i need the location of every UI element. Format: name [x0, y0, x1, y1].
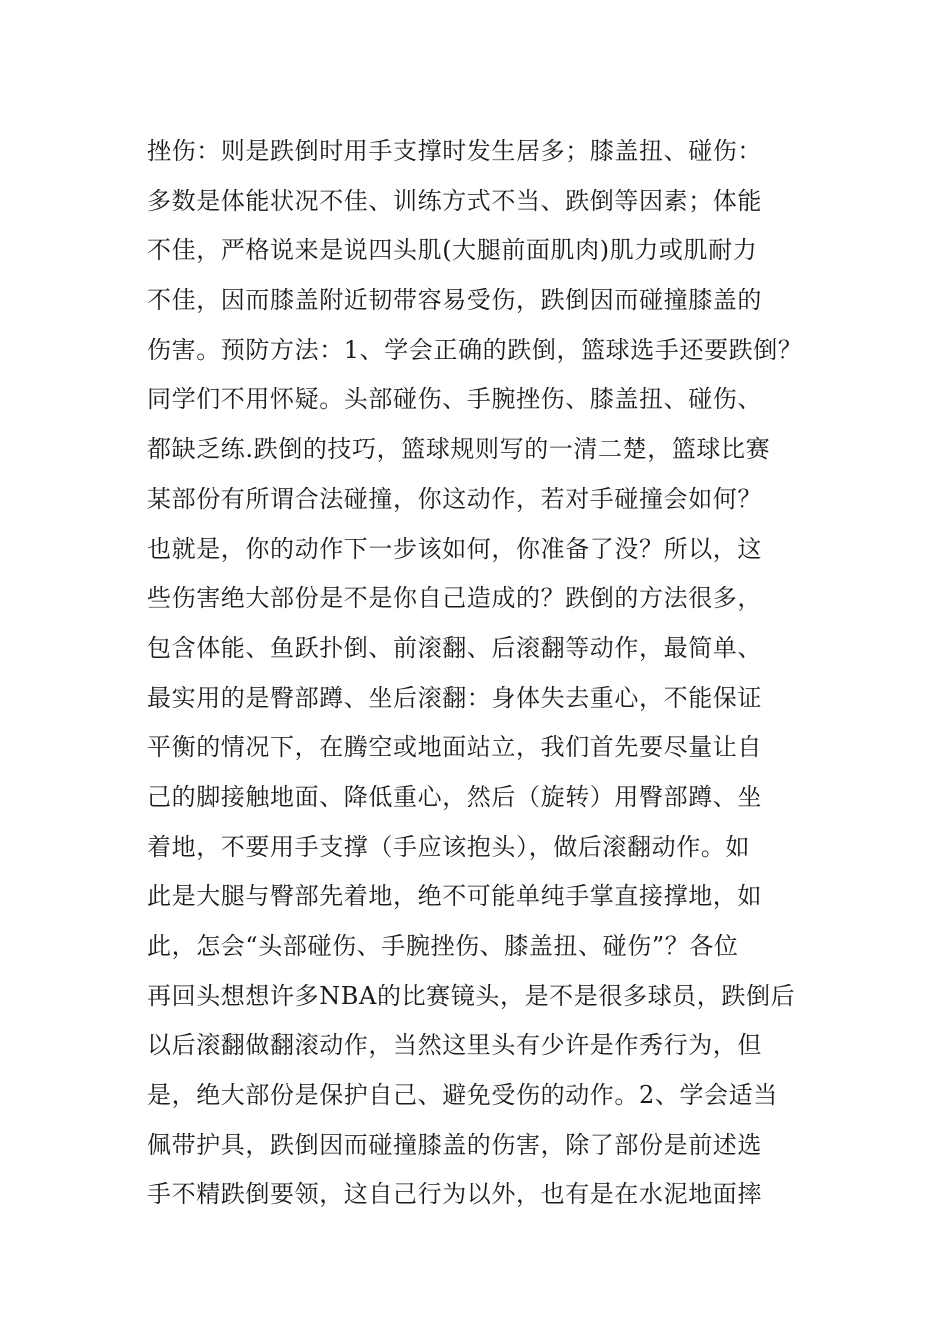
text-line-7: 都缺乏练.跌倒的技巧，篮球规则写的一清二楚，篮球比赛	[147, 435, 771, 464]
text-line-18: 再回头想想许多NBA的比赛镜头，是不是很多球员，跌倒后	[147, 981, 796, 1010]
text-line-4: 不佳，因而膝盖附近韧带容易受伤，跌倒因而碰撞膝盖的	[147, 286, 762, 315]
body-text	[147, 127, 837, 1220]
text-line-8: 某部份有所谓合法碰撞，你这动作，若对手碰撞会如何？	[147, 484, 762, 513]
text-line-16: 此是大腿与臀部先着地，绝不可能单纯手掌直接撑地，如	[147, 882, 762, 911]
text-line-10: 些伤害绝大部份是不是你自己造成的？跌倒的方法很多，	[147, 584, 762, 613]
text-line-21: 佩带护具，跌倒因而碰撞膝盖的伤害，除了部份是前述选	[147, 1130, 762, 1159]
text-line-1: 挫伤：则是跌倒时用手支撑时发生居多；膝盖扭、碰伤：	[147, 137, 762, 165]
text-line-12: 最实用的是臀部蹲、坐后滚翻：身体失去重心，不能保证	[147, 683, 762, 712]
text-line-14: 己的脚接触地面、降低重心，然后（旋转）用臀部蹲、坐	[147, 782, 762, 811]
text-line-19: 以后滚翻做翻滚动作，当然这里头有少许是作秀行为，但	[147, 1031, 762, 1060]
text-line-20: 是，绝大部份是保护自己、避免受伤的动作。2、学会适当	[147, 1081, 778, 1110]
text-line-11: 包含体能、鱼跃扑倒、前滚翻、后滚翻等动作，最简单、	[147, 633, 762, 662]
text-line-17: 此，怎会“头部碰伤、手腕挫伤、膝盖扭、碰伤”？各位	[147, 932, 739, 960]
text-line-22: 手不精跌倒要领，这自己行为以外，也有是在水泥地面摔	[147, 1180, 762, 1209]
text-line-15: 着地，不要用手支撑（手应该抱头），做后滚翻动作。如	[147, 832, 750, 861]
text-line-6: 同学们不用怀疑。头部碰伤、手腕挫伤、膝盖扭、碰伤、	[147, 385, 762, 414]
text-line-5: 伤害。预防方法：1、学会正确的跌倒，篮球选手还要跌倒？	[147, 335, 803, 364]
text-line-13: 平衡的情况下，在腾空或地面站立，我们首先要尽量让自	[147, 733, 762, 762]
text-line-3: 不佳，严格说来是说四头肌(大腿前面肌肉)肌力或肌耐力	[147, 236, 758, 265]
text-line-2: 多数是体能状况不佳、训练方式不当、跌倒等因素；体能	[147, 186, 762, 215]
text-line-9: 也就是，你的动作下一步该如何，你准备了没？所以，这	[147, 534, 762, 563]
